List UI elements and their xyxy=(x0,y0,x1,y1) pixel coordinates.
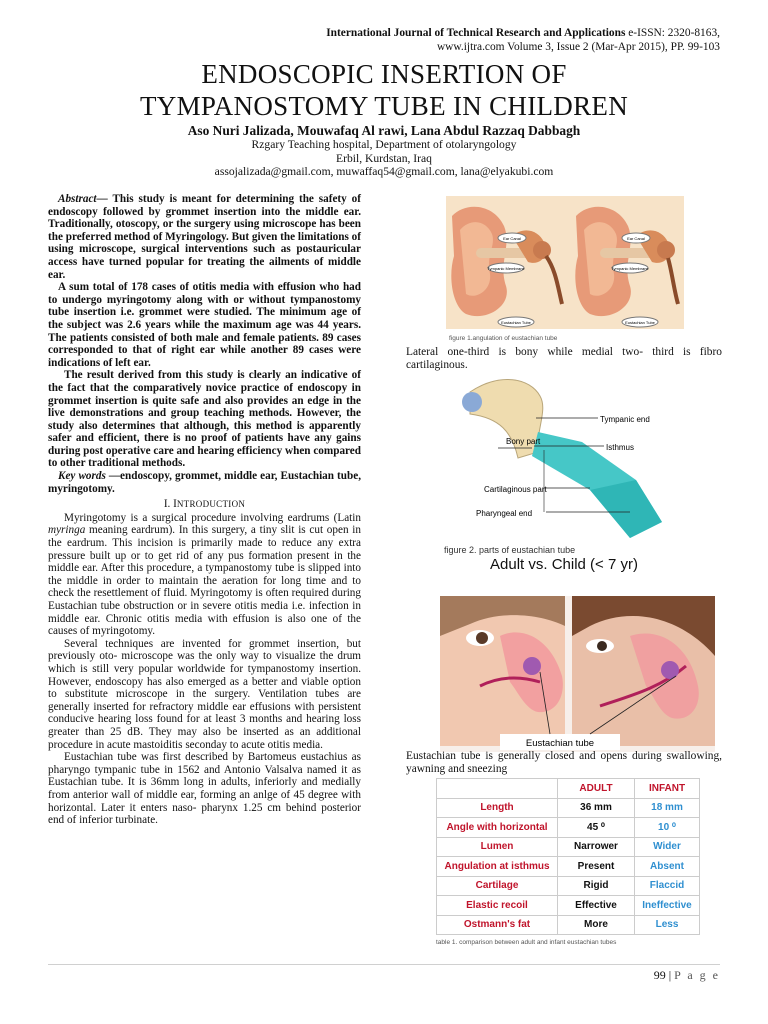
figure-1-caption: figure 1.angulation of eustachian tube xyxy=(449,335,558,342)
figure-3-title: Adult vs. Child (< 7 yr) xyxy=(490,556,638,573)
table-row: Ostmann's fat More Less xyxy=(437,915,700,935)
figure-2-image xyxy=(440,372,680,542)
intro-paragraph-1: Myringotomy is a surgical procedure involving eardrums (Latin myringa meaning eardrum). In this surgery, a tiny slit is cut open in the eardrum. This incision is primarily made to reduce any extra pressure built up or to get rid of any pus formation present in the middle ear. After this procedure, a tympanostomy tube is slipped into the middle in order to maintain the aeration for long time and to check the resettlement of fluid. Myringotomy is often required during Eustachian tube obstruction or in severe otitis media i.e. infection in middle ear. Chronic otitis media with effusion is also one of the causes of myringotomy. xyxy=(48,511,361,638)
comparison-table-wrapper xyxy=(436,778,700,935)
authors: Aso Nuri Jalizada, Mouwafaq Al rawi, Lana Abdul Razzaq Dabbagh xyxy=(187,123,581,138)
page-number: 99 | P a g e xyxy=(653,968,720,982)
figure-2-caption: figure 2. parts of eustachian tube xyxy=(444,545,576,555)
journal-volume-line: www.ijtra.com Volume 3, Issue 2 (Mar-Apr 2015), PP. 99-103 xyxy=(436,41,720,53)
journal-name: International Journal of Technical Research and Applications xyxy=(326,27,626,39)
fig1-label-tympanic-2: Tympanic Membrane xyxy=(611,266,649,271)
affiliation-line2: Erbil, Kurdstan, Iraq xyxy=(336,152,432,165)
comparison-table xyxy=(436,778,700,935)
section-heading-introduction: I. INTRODUCTION xyxy=(163,498,246,511)
table-row: Cartilage Rigid Flaccid xyxy=(437,876,700,896)
figure-3-image xyxy=(440,596,715,752)
fig2-label-isthmus: Isthmus xyxy=(606,443,635,452)
fig1-label-ear-canal-2: Ear Canal xyxy=(627,236,645,241)
fig2-label-tympanic-end: Tympanic end xyxy=(600,415,650,424)
table-header-blank xyxy=(437,779,558,799)
fig1-label-tympanic: Tympanic Membrane xyxy=(487,266,525,271)
table-row: Lumen Narrower Wider xyxy=(437,837,700,857)
paper-title-line2: TYMPANOSTOMY TUBE IN CHILDREN xyxy=(140,91,628,121)
table-caption: table 1. comparison between adult and infant eustachian tubes xyxy=(436,939,617,946)
paper-title-line1: ENDOSCOPIC INSERTION OF xyxy=(201,59,567,89)
table-header-infant: INFANT xyxy=(635,779,700,799)
ear-anatomy-illustration xyxy=(446,196,684,329)
fig3-label-eustachian: Eustachian tube xyxy=(525,738,595,749)
fig2-label-cartilaginous: Cartilaginous part xyxy=(484,485,547,494)
right-paragraph-1: Lateral one-third is bony while medial two- third is fibro cartilaginous. xyxy=(406,346,722,371)
fig1-label-ear-canal: Ear Canal xyxy=(503,236,521,241)
table-header-adult: ADULT xyxy=(558,779,635,799)
abstract-paragraph-2: A sum total of 178 cases of otitis media with effusion who had to undergo myringotomy along with or without tympanostomy tube insertion i.e. grommet were studied. The minimum age of the subject was 2.6 years while the maximum age was 44 years. The patients consisted of both male and female patients. 89 cases corresponded to that of right ear while another 89 cases were indications of left ear. xyxy=(48,281,361,369)
affiliation-emails: assojalizada@gmail.com, muwaffaq54@gmail.com, lana@elyakubi.com xyxy=(214,165,554,178)
table-header-row xyxy=(437,779,700,799)
table-row: Elastic recoil Effective Ineffective xyxy=(437,896,700,916)
keywords-label: Key words xyxy=(58,470,106,483)
abstract-paragraph-1: Abstract— This study is meant for determining the safety of endoscopy followed by grommet insertion into the middle ear. Traditionally, otoscopy, or the surgery using microscope has been the preferred method of Myringology. But given the limitations of using microscope, surgical interventions such as postauricular access have turned popular for treating the ailments of middle ear. xyxy=(48,193,361,281)
footer-divider xyxy=(48,964,720,965)
figure-1-image xyxy=(446,196,684,329)
adult-child-face-illustration xyxy=(440,596,715,752)
table-row: Angle with horizontal 45 ⁰ 10 ⁰ xyxy=(437,818,700,838)
intro-paragraph-2: Several techniques are invented for grommet insertion, but previously oto- microscope was the only way to visualize the drum which is still very popular worldwide for tympanostomy insertion. However, endoscopy has also emerged as a better and viable option to substitute microscope in the surgery. Ventilation tubes are generally inserted for refractory middle ear effusions with persistent conducive hearing loss found for at least 3 months and hearing loss greater than 25 dB. They may also be inserted as an additional procedure in acute mastoiditis seconday to acute otitis media. xyxy=(48,637,361,751)
table-row: Angulation at isthmus Present Absent xyxy=(437,857,700,877)
table-row: Length 36 mm 18 mm xyxy=(437,798,700,818)
fig2-label-pharyngeal-end: Pharyngeal end xyxy=(476,509,533,518)
abstract-paragraph-3: The result derived from this study is clearly an indicative of the fact that the comparatively novice practice of endoscopy in grommet insertion is quite safe and also provides an edge in the live demonstrations and group teaching methods. However, the study also determines that although, this method is apparently safer and efficient, there is no proof of patients have any gains during post operative care and hearing efficiency when compared to other traditional methods. xyxy=(48,369,361,470)
eustachian-parts-illustration xyxy=(440,372,680,542)
fig2-label-bony-part: Bony part xyxy=(506,437,541,446)
journal-header xyxy=(326,26,720,40)
journal-issn: e-ISSN: 2320-8163, xyxy=(625,27,720,39)
fig1-label-eustachian-2: Eustachian Tube xyxy=(625,320,655,325)
fig1-label-eustachian: Eustachian Tube xyxy=(501,320,531,325)
keywords: Key words —endoscopy, grommet, middle ear, Eustachian tube, myringotomy. xyxy=(48,470,361,495)
right-paragraph-2: Eustachian tube is generally closed and opens during swallowing, yawning and sneezing xyxy=(406,750,722,775)
intro-paragraph-3: Eustachian tube was first described by Bartomeus eustachius as pharyngo tympanic tube in 1562 and Antonio Valsalva named it as Eustachian tube. It is 36mm long in adults, inferiorly and medially from anterior wall of middle ear, forming an anlge of 45 degree with horizontal. Later it enters naso- pharynx 1.25 cm behind posterior end of inferior turbinate. xyxy=(48,751,361,827)
affiliation-line1: Rzgary Teaching hospital, Department of otolaryngology xyxy=(251,138,517,151)
abstract-label: Abstract xyxy=(58,193,97,205)
left-column xyxy=(48,193,361,827)
